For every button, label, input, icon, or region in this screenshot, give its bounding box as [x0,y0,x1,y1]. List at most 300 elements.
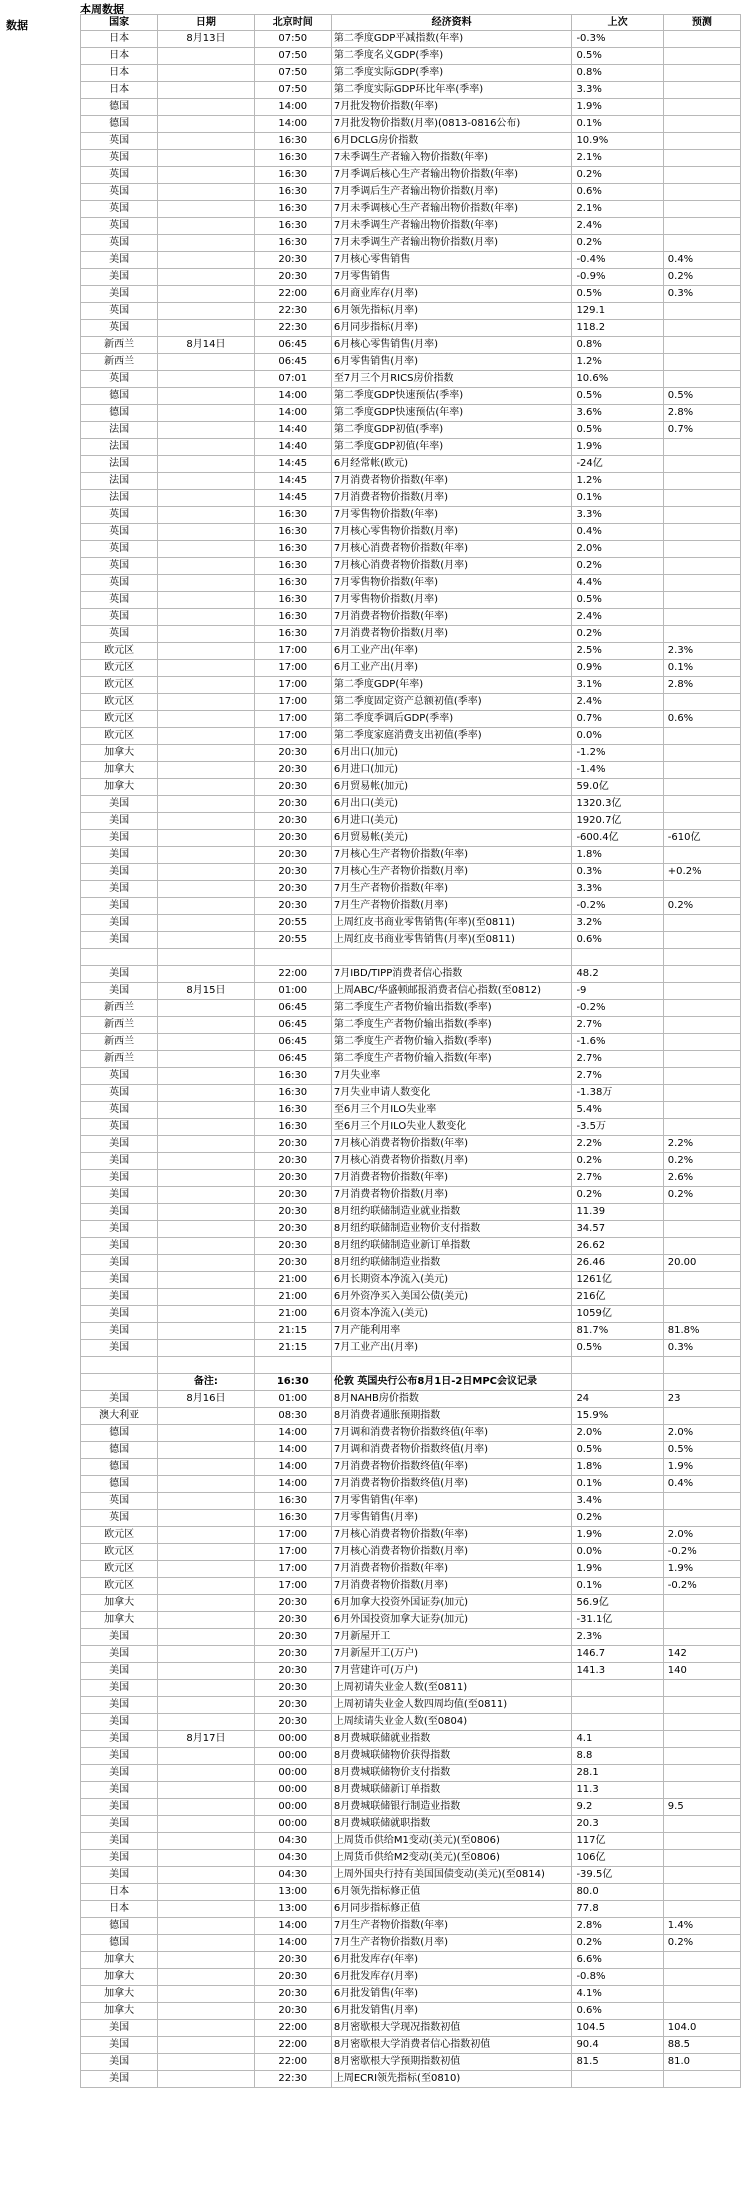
cell-event: 7月消费者物价指数终值(年率) [331,1459,572,1476]
cell-country: 美国 [81,1867,158,1884]
cell-forecast: 1.4% [663,1918,740,1935]
cell-date: 8月14日 [158,337,254,354]
cell-time: 16:30 [254,201,331,218]
cell-date [158,1765,254,1782]
cell-country: 英国 [81,507,158,524]
cell-country: 英国 [81,592,158,609]
table-row [81,1476,741,1493]
cell-forecast [663,1051,740,1068]
cell-date [158,354,254,371]
cell-country: 美国 [81,1782,158,1799]
table-row [81,1289,741,1306]
cell-time: 16:30 [254,1510,331,1527]
cell-date [158,592,254,609]
table-row [81,1782,741,1799]
cell-time: 14:00 [254,1476,331,1493]
cell-time: 20:30 [254,779,331,796]
cell-event: 6月商业库存(月率) [331,286,572,303]
cell-previous: 8.8 [572,1748,663,1765]
cell-event: 6月DCLG房价指数 [331,133,572,150]
cell-date [158,269,254,286]
cell-event: 第二季度GDP初值(年率) [331,439,572,456]
cell-event: 6月领先指标修正值 [331,1884,572,1901]
cell-previous: 2.7% [572,1170,663,1187]
cell-forecast [663,303,740,320]
cell-date [158,1000,254,1017]
table-row [81,1068,741,1085]
cell-country: 法国 [81,439,158,456]
cell-previous: 0.2% [572,235,663,252]
cell-time: 14:45 [254,456,331,473]
cell-previous: 0.5% [572,388,663,405]
cell-forecast [663,609,740,626]
cell-previous: 2.0% [572,541,663,558]
table-header-row [81,15,741,31]
table-row [81,1221,741,1238]
cell-previous: -39.5亿 [572,1867,663,1884]
cell-country: 美国 [81,1646,158,1663]
cell-country: 德国 [81,405,158,422]
table-row [81,1357,741,1374]
cell-forecast [663,626,740,643]
cell-time: 07:50 [254,82,331,99]
table-row [81,1867,741,1884]
cell-country: 美国 [81,2054,158,2071]
cell-country: 美国 [81,2020,158,2037]
cell-date [158,1425,254,1442]
cell-event: 6月领先指标(月率) [331,303,572,320]
cell-country: 英国 [81,303,158,320]
table-row [81,1017,741,1034]
cell-time: 20:30 [254,1153,331,1170]
cell-time: 00:00 [254,1748,331,1765]
cell-country: 美国 [81,983,158,1000]
cell-country: 日本 [81,31,158,48]
cell-time: 22:00 [254,966,331,983]
cell-time: 06:45 [254,354,331,371]
cell-time: 16:30 [254,1068,331,1085]
cell-country: 英国 [81,235,158,252]
cell-time: 20:30 [254,1969,331,1986]
cell-event: 8月费城联储物价支付指数 [331,1765,572,1782]
cell-previous: -0.8% [572,1969,663,1986]
cell-country: 加拿大 [81,1969,158,1986]
cell-time: 20:30 [254,813,331,830]
cell-event: 7月核心生产者物价指数(月率) [331,864,572,881]
cell-date [158,303,254,320]
cell-previous: 3.2% [572,915,663,932]
cell-date: 8月16日 [158,1391,254,1408]
cell-forecast: 0.7% [663,422,740,439]
table-row [81,1527,741,1544]
cell-previous: -1.6% [572,1034,663,1051]
cell-event: 7月生产者物价指数(年率) [331,1918,572,1935]
table-row [81,915,741,932]
table-row [81,286,741,303]
table-row [81,779,741,796]
cell-event: 6月经常帐(欧元) [331,456,572,473]
cell-forecast [663,1867,740,1884]
cell-date [158,1663,254,1680]
cell-previous: 90.4 [572,2037,663,2054]
cell-forecast [663,184,740,201]
cell-date [158,660,254,677]
table-row [81,1510,741,1527]
cell-date [158,1578,254,1595]
cell-country: 美国 [81,847,158,864]
cell-event: 7月核心消费者物价指数(年率) [331,541,572,558]
cell-event: 6月加拿大投资外国证券(加元) [331,1595,572,1612]
table-row [81,1136,741,1153]
cell-event: 6月外资净买入美国公债(美元) [331,1289,572,1306]
cell-event: 7月消费者物价指数(年率) [331,1170,572,1187]
cell-date [158,320,254,337]
cell-previous: 81.7% [572,1323,663,1340]
cell-previous: 0.5% [572,48,663,65]
cell-forecast: 2.2% [663,1136,740,1153]
cell-country: 法国 [81,456,158,473]
note-row [81,1374,741,1391]
cell-time: 22:30 [254,320,331,337]
cell-event: 7月季调后生产者输出物价指数(月率) [331,184,572,201]
cell-date [158,847,254,864]
cell-date [158,1816,254,1833]
cell-date [158,490,254,507]
cell-time: 07:01 [254,371,331,388]
cell-time: 20:30 [254,1646,331,1663]
cell-time: 16:30 [254,524,331,541]
cell-time: 16:30 [254,541,331,558]
cell-previous: 2.5% [572,643,663,660]
header-date: 日期 [158,15,254,31]
table-row [81,1629,741,1646]
cell-time: 20:30 [254,796,331,813]
cell-previous: 77.8 [572,1901,663,1918]
cell-country: 新西兰 [81,1051,158,1068]
cell-date [158,796,254,813]
cell-previous: -0.2% [572,898,663,915]
cell-time: 16:30 [254,167,331,184]
cell-forecast: 2.8% [663,405,740,422]
cell-time: 17:00 [254,1578,331,1595]
cell-time: 16:30 [254,1102,331,1119]
table-row [81,796,741,813]
table-row [81,167,741,184]
cell-date [158,1952,254,1969]
table-row [81,1102,741,1119]
cell-event: 8月纽约联储制造业指数 [331,1255,572,1272]
cell-event: 6月工业产出(月率) [331,660,572,677]
cell-event: 6月外国投资加拿大证券(加元) [331,1612,572,1629]
cell-time: 22:00 [254,286,331,303]
table-row [81,1952,741,1969]
cell-event: 7月季调后核心生产者输出物价指数(年率) [331,167,572,184]
cell-previous: 3.6% [572,405,663,422]
cell-previous: 6.6% [572,1952,663,1969]
cell-forecast: 1.9% [663,1561,740,1578]
cell-country: 德国 [81,1459,158,1476]
cell-event: 7月消费者物价指数(年率) [331,609,572,626]
cell-forecast [663,1731,740,1748]
table-row [81,1051,741,1068]
table-row [81,1544,741,1561]
cell-time: 16:30 [254,184,331,201]
cell-country: 德国 [81,388,158,405]
cell-event: 7月零售物价指数(年率) [331,575,572,592]
cell-previous: 28.1 [572,1765,663,1782]
cell-previous: 3.1% [572,677,663,694]
cell-country: 加拿大 [81,745,158,762]
cell-time: 17:00 [254,660,331,677]
cell-date [158,1986,254,2003]
cell-previous: 2.8% [572,1918,663,1935]
table-row [81,2003,741,2020]
cell-country: 美国 [81,1306,158,1323]
cell-previous: 80.0 [572,1884,663,1901]
table-row [81,1255,741,1272]
cell-date [158,1799,254,1816]
cell-time: 17:00 [254,728,331,745]
cell-date [158,1187,254,1204]
cell-event: 6月同步指标(月率) [331,320,572,337]
table-row [81,524,741,541]
cell-forecast [663,473,740,490]
cell-country: 日本 [81,65,158,82]
header-previous: 上次 [572,15,663,31]
cell-date [158,1476,254,1493]
cell-forecast: 0.2% [663,898,740,915]
cell-time: 00:00 [254,1782,331,1799]
table-row [81,1187,741,1204]
cell-time: 17:00 [254,643,331,660]
cell-country: 美国 [81,1748,158,1765]
cell-date [158,218,254,235]
cell-country: 加拿大 [81,2003,158,2020]
table-row [81,643,741,660]
cell-date [158,252,254,269]
cell-event: 上周红皮书商业零售销售(月率)(至0811) [331,932,572,949]
cell-previous [572,1680,663,1697]
table-row [81,31,741,48]
cell-forecast [663,1782,740,1799]
cell-forecast [663,1986,740,2003]
cell-previous: 0.5% [572,286,663,303]
cell-country: 欧元区 [81,711,158,728]
cell-date [158,473,254,490]
cell-date [158,405,254,422]
cell-event: 6月出口(加元) [331,745,572,762]
cell-time: 21:00 [254,1289,331,1306]
cell-forecast: 0.2% [663,1187,740,1204]
cell-event: 8月消费者通胀预期指数 [331,1408,572,1425]
table-row [81,2071,741,2088]
table-row [81,847,741,864]
table-row [81,1765,741,1782]
cell-event [331,1357,572,1374]
cell-forecast [663,99,740,116]
cell-date [158,1748,254,1765]
cell-time: 14:40 [254,439,331,456]
cell-time: 00:00 [254,1816,331,1833]
cell-forecast [663,558,740,575]
cell-forecast [663,1884,740,1901]
cell-time: 21:15 [254,1340,331,1357]
cell-date [158,1238,254,1255]
cell-previous: 3.4% [572,1493,663,1510]
cell-forecast [663,1612,740,1629]
cell-country: 美国 [81,1629,158,1646]
cell-event: 7月生产者物价指数(月率) [331,1935,572,1952]
cell-time: 16:30 [254,626,331,643]
cell-event: 第二季度生产者物价输出指数(季率) [331,1017,572,1034]
cell-event: 7月调和消费者物价指数终值(月率) [331,1442,572,1459]
cell-country: 美国 [81,1816,158,1833]
cell-event: 6月批发库存(年率) [331,1952,572,1969]
cell-event: 第二季度实际GDP环比年率(季率) [331,82,572,99]
cell-forecast: 2.0% [663,1527,740,1544]
cell-event: 至7月三个月RICS房价指数 [331,371,572,388]
cell-country: 美国 [81,1136,158,1153]
cell-event: 8月费城联储物价获得指数 [331,1748,572,1765]
cell-forecast [663,813,740,830]
table-row [81,1578,741,1595]
cell-date [158,1527,254,1544]
table-row [81,116,741,133]
cell-forecast: 0.2% [663,1153,740,1170]
cell-date [158,1323,254,1340]
cell-date [158,48,254,65]
table-row [81,1000,741,1017]
cell-country: 欧元区 [81,660,158,677]
cell-date [158,643,254,660]
cell-previous: 26.46 [572,1255,663,1272]
cell-time: 14:00 [254,405,331,422]
cell-date [158,524,254,541]
cell-country: 法国 [81,473,158,490]
cell-event: 7月零售销售(年率) [331,1493,572,1510]
cell-forecast [663,2071,740,2088]
cell-date [158,1867,254,1884]
cell-time: 20:30 [254,881,331,898]
cell-event: 7月核心零售物价指数(月率) [331,524,572,541]
cell-date [158,745,254,762]
cell-country: 德国 [81,1425,158,1442]
table-row [81,507,741,524]
cell-time: 16:30 [254,150,331,167]
cell-event: 7月消费者物价指数(年率) [331,473,572,490]
cell-time: 16:30 [254,133,331,150]
cell-date [158,1833,254,1850]
cell-date [158,932,254,949]
cell-event: 7月核心消费者物价指数(月率) [331,1544,572,1561]
table-row [81,864,741,881]
cell-forecast [663,456,740,473]
table-row [81,898,741,915]
cell-previous: 0.2% [572,626,663,643]
table-row [81,1442,741,1459]
cell-previous: 2.7% [572,1068,663,1085]
table-row [81,1034,741,1051]
cell-event: 6月贸易帐(加元) [331,779,572,796]
cell-forecast [663,337,740,354]
table-row [81,966,741,983]
cell-previous: 0.1% [572,116,663,133]
cell-previous [572,2071,663,2088]
cell-previous [572,1357,663,1374]
cell-forecast: 0.5% [663,1442,740,1459]
cell-previous: 26.62 [572,1238,663,1255]
cell-time: 20:30 [254,1986,331,2003]
table-row [81,1901,741,1918]
cell-event: 6月进口(加元) [331,762,572,779]
cell-time: 20:30 [254,1595,331,1612]
cell-forecast [663,1204,740,1221]
cell-previous: 56.9亿 [572,1595,663,1612]
cell-forecast [663,439,740,456]
cell-forecast [663,1238,740,1255]
cell-time: 20:30 [254,745,331,762]
cell-forecast [663,320,740,337]
cell-previous: 0.2% [572,558,663,575]
cell-country: 加拿大 [81,779,158,796]
table-row [81,1969,741,1986]
table-row [81,1714,741,1731]
cell-forecast [663,31,740,48]
cell-date [158,65,254,82]
cell-time: 22:00 [254,2037,331,2054]
cell-time: 04:30 [254,1850,331,1867]
table-row [81,1663,741,1680]
table-row [81,235,741,252]
cell-date [158,881,254,898]
cell-forecast: +0.2% [663,864,740,881]
cell-forecast: 81.8% [663,1323,740,1340]
cell-event: 6月出口(美元) [331,796,572,813]
cell-forecast: -0.2% [663,1544,740,1561]
cell-event: 7月零售物价指数(月率) [331,592,572,609]
cell-date [158,711,254,728]
cell-event: 7月消费者物价指数(月率) [331,1187,572,1204]
table-row [81,184,741,201]
cell-forecast [663,82,740,99]
cell-previous: 1.8% [572,1459,663,1476]
cell-previous: -9 [572,983,663,1000]
cell-country: 美国 [81,1663,158,1680]
cell-event: 第二季度家庭消费支出初值(季率) [331,728,572,745]
cell-event: 7月工业产出(月率) [331,1340,572,1357]
table-row [81,354,741,371]
cell-time: 20:30 [254,1714,331,1731]
cell-event [331,949,572,966]
cell-country: 英国 [81,524,158,541]
cell-country: 美国 [81,2037,158,2054]
cell-country: 美国 [81,881,158,898]
cell-event: 7月失业申请人数变化 [331,1085,572,1102]
cell-date [158,167,254,184]
table-row [81,2037,741,2054]
cell-date [158,1289,254,1306]
cell-time: 08:30 [254,1408,331,1425]
cell-date [158,235,254,252]
cell-time: 07:50 [254,48,331,65]
table-row [81,609,741,626]
cell-event: 6月工业产出(年率) [331,643,572,660]
cell-event: 7月产能利用率 [331,1323,572,1340]
cell-time: 21:00 [254,1306,331,1323]
cell-event: 第二季度GDP平减指数(年率) [331,31,572,48]
cell-time: 20:30 [254,1204,331,1221]
cell-country: 美国 [81,1272,158,1289]
